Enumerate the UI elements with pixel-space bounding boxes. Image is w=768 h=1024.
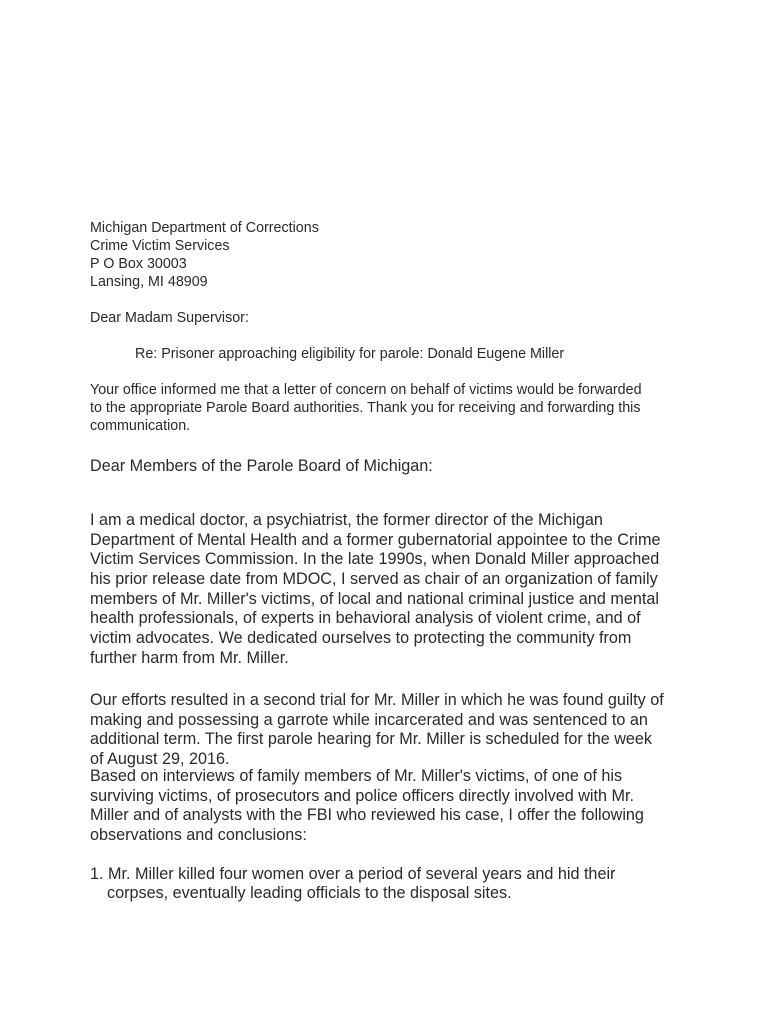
text-line: victim advocates. We dedicated ourselves to protecting the community from — [90, 629, 632, 647]
text-line: communication. — [90, 418, 191, 434]
text-line: corpses, eventually leading officials to the disposal sites. — [107, 884, 512, 902]
text-line: I am a medical doctor, a psychiatrist, the former director of the Michigan — [90, 511, 603, 529]
text-line: his prior release date from MDOC, I served as chair of an organization of family — [90, 570, 658, 588]
address-line: Crime Victim Services — [90, 238, 230, 254]
text-line: Miller and of analysts with the FBI who reviewed his case, I offer the following — [90, 806, 644, 824]
text-line: health professionals, of experts in behavioral analysis of violent crime, and of — [90, 609, 641, 627]
text-line: to the appropriate Parole Board authorities. Thank you for receiving and forwarding this — [90, 400, 641, 416]
text-line: Our efforts resulted in a second trial for Mr. Miller in which he was found guilty of — [90, 691, 664, 709]
text-line: making and possessing a garrote while incarcerated and was sentenced to an — [90, 711, 648, 729]
text-line: members of Mr. Miller's victims, of local and national criminal justice and mental — [90, 590, 659, 608]
salutation-parole-board: Dear Members of the Parole Board of Michigan: — [90, 457, 433, 475]
text-line: of August 29, 2016. — [90, 750, 230, 768]
text-line: Victim Services Commission. In the late 1990s, when Donald Miller approached — [90, 550, 660, 568]
address-line: Michigan Department of Corrections — [90, 220, 319, 236]
text-line: further harm from Mr. Miller. — [90, 649, 289, 667]
text-line: Department of Mental Health and a former gubernatorial appointee to the Crime — [90, 531, 661, 549]
text-line: surviving victims, of prosecutors and police officers directly involved with Mr. — [90, 787, 634, 805]
text-line: Your office informed me that a letter of concern on behalf of victims would be forwarded — [90, 382, 642, 398]
salutation-supervisor: Dear Madam Supervisor: — [90, 310, 249, 326]
address-line: Lansing, MI 48909 — [90, 274, 208, 290]
text-line: 1. Mr. Miller killed four women over a period of several years and hid their — [90, 865, 616, 883]
address-line: P O Box 30003 — [90, 256, 187, 272]
text-line: additional term. The first parole hearing for Mr. Miller is scheduled for the week — [90, 730, 653, 748]
text-line: Based on interviews of family members of Mr. Miller's victims, of one of his — [90, 767, 623, 785]
text-line: observations and conclusions: — [90, 826, 307, 844]
subject-line: Re: Prisoner approaching eligibility for parole: Donald Eugene Miller — [135, 346, 565, 362]
